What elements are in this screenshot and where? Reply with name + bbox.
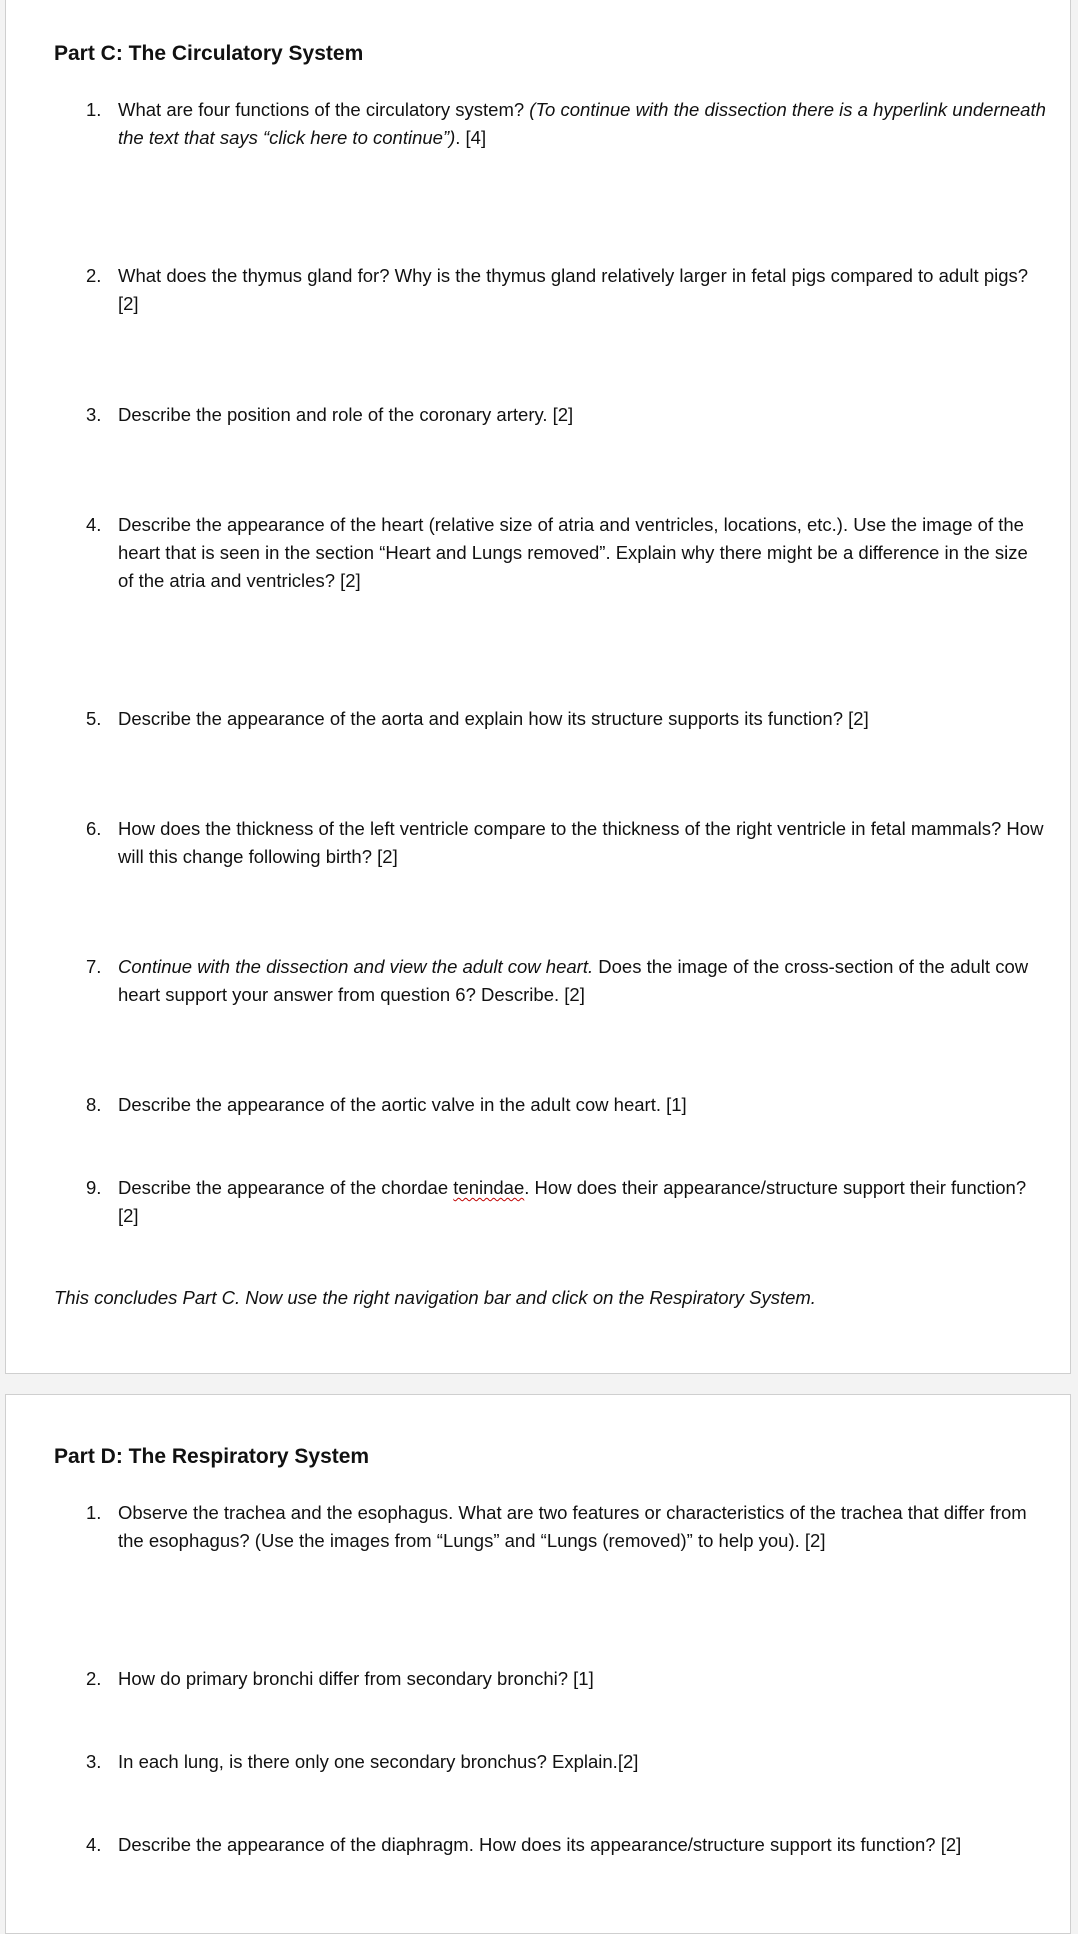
question-text [118,953,1046,1009]
question-text-plain: Describe the appearance of the chordae [118,1177,454,1198]
question-c7 [86,953,1046,1009]
question-d1 [86,1499,1046,1555]
question-number: 6. [86,818,102,839]
question-c5 [86,705,1046,733]
question-text: Describe the position and role of the coronary artery. [2] [118,404,574,425]
question-text: How does the thickness of the left ventricle compare to the thickness of the right ventricle in fetal mammals? How will this change following birth? [2] [118,818,1044,867]
question-c4 [86,511,1046,595]
question-text: In each lung, is there only one secondary bronchus? Explain.[2] [118,1751,639,1772]
question-c9 [86,1174,1046,1230]
question-text: How do primary bronchi differ from secondary bronchi? [1] [118,1668,594,1689]
question-number: 2. [86,1668,102,1689]
part-d-title: Part D: The Respiratory System [54,1445,370,1468]
question-number: 3. [86,404,102,425]
question-d4 [86,1831,1046,1859]
question-text-plain: Does the image of the cross-section of the adult cow heart support your answer from question 6? Describe. [2] [118,956,1029,1005]
question-text: Describe the appearance of the aorta and explain how its structure supports its function? [2] [118,708,869,729]
question-text [118,1174,1046,1230]
question-number: 7. [86,956,102,977]
question-text: What does the thymus gland for? Why is the thymus gland relatively larger in fetal pigs compared to adult pigs? [2] [118,265,1029,314]
question-d2 [86,1665,1046,1693]
question-number: 4. [86,1834,102,1855]
question-number: 4. [86,514,102,535]
question-number: 1. [86,99,102,120]
question-text: Describe the appearance of the aortic valve in the adult cow heart. [1] [118,1094,687,1115]
spellcheck-flagged-word[interactable]: tenindae [453,1177,525,1198]
question-text-italic: (To continue with the dissection there is a hyperlink underneath the text that says “click here to continue”) [118,99,1046,148]
question-d3 [86,1748,1046,1776]
part-c-title: Part C: The Circulatory System [54,42,364,65]
question-c8 [86,1091,1046,1119]
question-c6 [86,815,1046,871]
question-number: 1. [86,1502,102,1523]
document-page-part-d [5,1394,1071,1934]
question-marks: . [4] [455,127,487,148]
question-c2 [86,262,1046,318]
document-page-part-c [5,0,1071,1374]
question-number: 8. [86,1094,102,1115]
question-text-plain: . How does their appearance/structure support their function? [2] [118,1177,1027,1226]
question-text: Describe the appearance of the heart (relative size of atria and ventricles, locations, etc.). Use the image of the heart that is seen in the section “Heart and Lungs removed”. Explain why there might be a difference in the size of the atria and ventricles? [2] [118,514,1028,591]
question-text-italic: Continue with the dissection and view the adult cow heart. [118,956,594,977]
question-text-plain: What are four functions of the circulatory system? [118,99,530,120]
question-number: 2. [86,265,102,286]
question-number: 5. [86,708,102,729]
question-text: Describe the appearance of the diaphragm. How does its appearance/structure support its function? [2] [118,1834,962,1855]
question-c1 [86,96,1046,152]
question-number: 3. [86,1751,102,1772]
question-c3 [86,401,1046,429]
question-number: 9. [86,1177,102,1198]
part-c-conclusion: This concludes Part C. Now use the right navigation bar and click on the Respiratory System. [54,1287,816,1308]
question-text: Observe the trachea and the esophagus. What are two features or characteristics of the trachea that differ from the esophagus? (Use the images from “Lungs” and “Lungs (removed)” to help you). [2] [118,1502,1027,1551]
question-text [118,96,1046,152]
